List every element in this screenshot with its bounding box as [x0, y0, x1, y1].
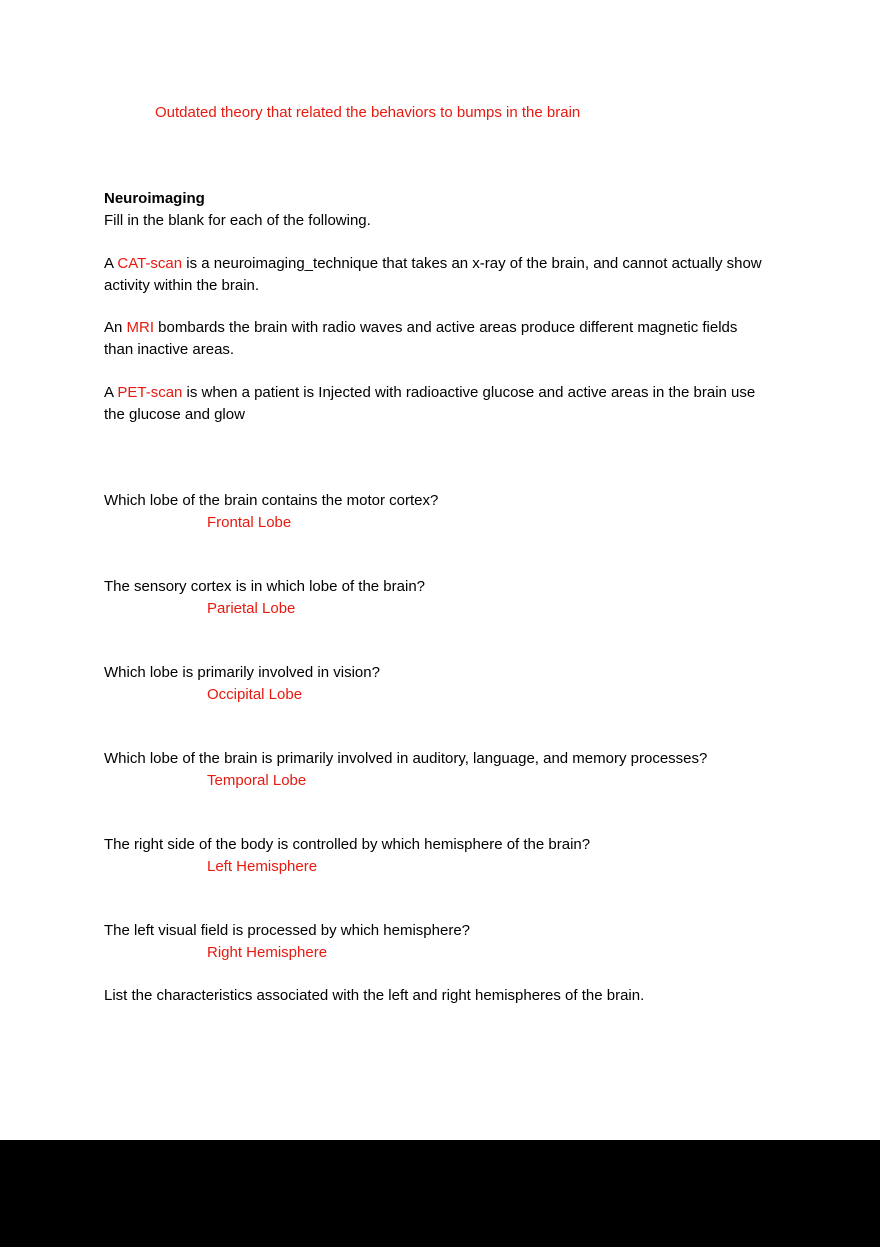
answer-text: Left Hemisphere [207, 858, 318, 875]
margin-note: Outdated theory that related the behaviors to bumps in the brain [155, 104, 581, 121]
blank-answer: PET-scan [117, 384, 183, 401]
section-heading: Neuroimaging [104, 190, 205, 207]
answer-text: Parietal Lobe [207, 600, 296, 617]
question-text: The right side of the body is controlled by which hemisphere of the brain? [104, 836, 591, 853]
question-text: Which lobe is primarily involved in vision? [104, 664, 380, 681]
question-block [104, 920, 844, 964]
paragraph-prefix: An [104, 319, 127, 336]
question-block [104, 748, 844, 792]
paragraph-prefix: A [104, 255, 118, 272]
section-intro: Fill in the blank for each of the following. [104, 212, 371, 229]
fill-blank-paragraph [104, 382, 768, 426]
closing-prompt: List the characteristics associated with the left and right hemispheres of the brain. [104, 987, 645, 1004]
paragraph-prefix: A [104, 384, 118, 401]
question-block [104, 576, 844, 620]
answer-text: Right Hemisphere [207, 944, 328, 961]
section-header [104, 188, 824, 232]
paragraph-suffix: is a neuroimaging_technique that takes an x-ray of the brain, and cannot actually show activity within the brain. [104, 255, 762, 294]
question-text: The sensory cortex is in which lobe of the brain? [104, 578, 425, 595]
question-text: Which lobe of the brain is primarily involved in auditory, language, and memory processes? [104, 750, 708, 767]
fill-blank-paragraph [104, 317, 744, 361]
question-text: The left visual field is processed by which hemisphere? [104, 922, 471, 939]
answer-text: Occipital Lobe [207, 686, 303, 703]
paragraph-suffix: bombards the brain with radio waves and active areas produce different magnetic fields than inactive areas. [104, 319, 738, 358]
paragraph-suffix: is when a patient is Injected with radioactive glucose and active areas in the brain use the glucose and glow [104, 384, 756, 423]
answer-text: Frontal Lobe [207, 514, 292, 531]
question-block [104, 662, 844, 706]
question-block [104, 834, 844, 878]
question-block [104, 490, 844, 534]
blank-answer: MRI [126, 319, 155, 336]
question-text: Which lobe of the brain contains the motor cortex? [104, 492, 439, 509]
fill-blank-paragraph [104, 253, 772, 297]
footer-bar [0, 1140, 880, 1247]
blank-answer: CAT-scan [117, 255, 183, 272]
answer-text: Temporal Lobe [207, 772, 307, 789]
